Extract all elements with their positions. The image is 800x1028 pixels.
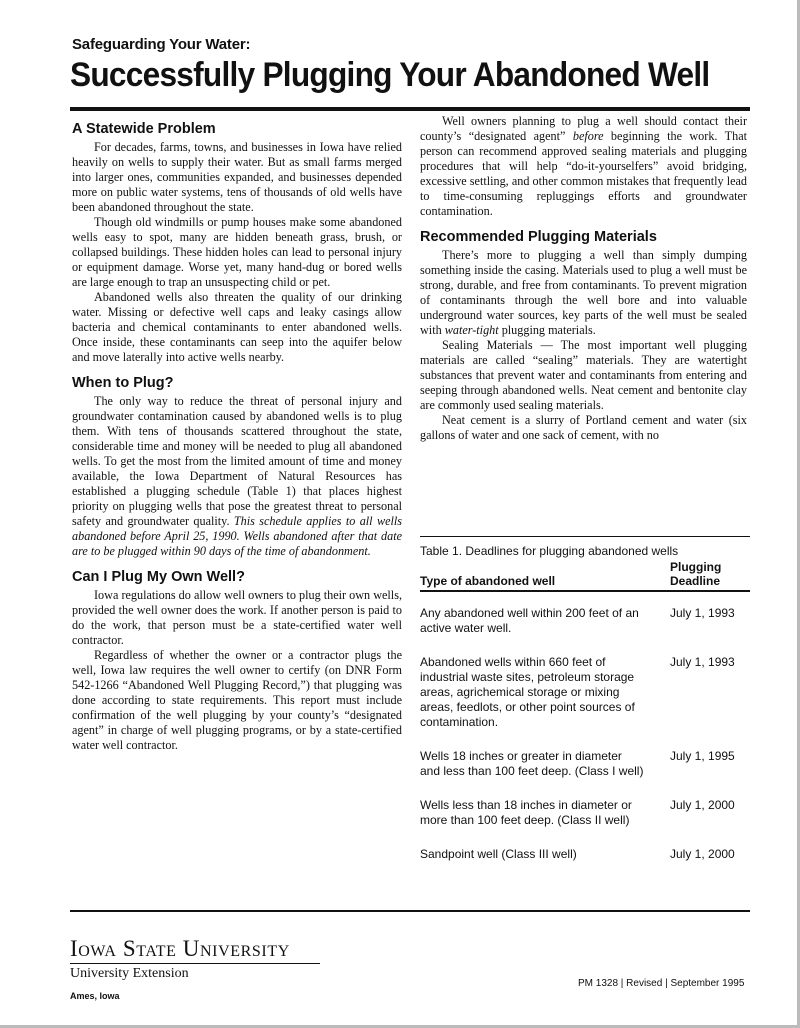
- paragraph: [72, 394, 402, 559]
- deadline: July 1, 1995: [670, 749, 735, 763]
- deadlines-table: [420, 536, 750, 862]
- paragraph: For decades, farms, towns, and businesses in Iowa have relied heavily on wells to supply their water. But as small farms merged into larger ones, communities expanded, and businesses depended more on public water systems, tens of thousands of old wells have been abandoned throughout the state.: [72, 140, 402, 214]
- deadline: July 1, 2000: [670, 798, 735, 812]
- table-row: [420, 798, 750, 828]
- paragraph: [420, 248, 747, 338]
- well-type: Sandpoint well (Class III well): [420, 847, 577, 861]
- table-row: [420, 655, 750, 730]
- schedule-note: This schedule applies to all wells abandoned before April 25, 1990. Wells abandoned after that date are to be plugged within 90 days of the time of abandonment.: [72, 514, 402, 558]
- title-rule: [70, 107, 750, 111]
- paragraph-text: Well owners planning to plug a well should contact their county’s “designated agent”: [420, 114, 747, 143]
- table-row: [420, 749, 750, 779]
- location-label: Ames, Iowa: [70, 991, 120, 1001]
- extension-label: University Extension: [70, 966, 189, 981]
- deadline: July 1, 1993: [670, 655, 735, 669]
- publication-info: PM 1328 | Revised | September 1995: [578, 978, 745, 989]
- page-title: Successfully Plugging Your Abandoned Well: [70, 56, 710, 94]
- table-top-rule: [420, 536, 750, 537]
- university-logo: Iowa State University: [70, 936, 290, 961]
- left-column: [72, 120, 402, 753]
- heading-statewide-problem: A Statewide Problem: [72, 121, 216, 137]
- logo-rule: [70, 963, 320, 964]
- column-header-type: Type of abandoned well: [420, 574, 556, 588]
- kicker: Safeguarding Your Water:: [72, 36, 251, 53]
- right-column: [420, 114, 747, 443]
- paragraph-text: The only way to reduce the threat of personal injury and groundwater contamination caused by abandoned wells is to plug them. With tens of thousands scattered throughout the state, considerable time and money will be needed to plug all abandoned wells. To get the most from the limited amount of time and money available, the Iowa Department of Natural Resources has established a plugging schedule (Table 1) that places highest priority on plugging wells that pose the greatest threat to personal safety and groundwater quality.: [72, 394, 402, 528]
- table-header: [420, 560, 750, 588]
- paragraph-text: plugging materials.: [498, 323, 596, 337]
- well-type: Wells 18 inches or greater in diameter and less than 100 feet deep. (Class I well): [420, 749, 644, 778]
- paragraph: Iowa regulations do allow well owners to plug their own wells, provided the well owner does the work. If another person is paid to do the work, that person must be a state-certified water well contractor.: [72, 588, 402, 647]
- table-row: [420, 606, 750, 636]
- paragraph: Sealing Materials — The most important well plugging materials are called “sealing” materials. They are watertight substances that prevent water and contaminants from entering and seeping through abandoned wells. Neat cement and bentonite clay are commonly used sealing materials.: [420, 338, 747, 412]
- table-row: [420, 847, 750, 862]
- deadline: July 1, 2000: [670, 847, 735, 861]
- paragraph: Regardless of whether the owner or a contractor plugs the well, Iowa law requires the well owner to certify (on DNR Form 542-1266 “Abandoned Well Plugging Record,”) that plugging was done according to state requirements. This report must include confirmation of the well plugging by your county’s “designated agent” in charge of well plugging programs, or by a state-certified water well contractor.: [72, 648, 402, 752]
- well-type: Any abandoned well within 200 feet of an active water well.: [420, 606, 639, 635]
- paragraph: Neat cement is a slurry of Portland cement and water (six gallons of water and one sack of cement, with no: [420, 413, 747, 442]
- paragraph: [420, 114, 747, 219]
- table-header-rule: [420, 590, 750, 592]
- well-type: Abandoned wells within 660 feet of industrial waste sites, petroleum storage areas, agrichemical storage or mixing areas, feedlots, or other point sources of contamination.: [420, 655, 635, 729]
- emphasis: before: [572, 129, 604, 143]
- paragraph: Though old windmills or pump houses make some abandoned wells easy to spot, many are hidden beneath grass, brush, or collapsed buildings. These hidden holes can lead to personal injury or equipment damage. Worse yet, many hand-dug or bored wells are large enough to trap an unsuspecting child or pet.: [72, 215, 402, 289]
- emphasis: water-tight: [444, 323, 499, 337]
- column-header-deadline: Plugging Deadline: [670, 560, 722, 588]
- paragraph: Abandoned wells also threaten the quality of our drinking water. Missing or defective well caps and leaky casings allow bacteria and chemical contaminants to enter abandoned wells. Once inside, these contaminants can seep into the aquifer below and move laterally into active wells nearby.: [72, 290, 402, 364]
- footer-rule: [70, 910, 750, 912]
- heading-when-to-plug: When to Plug?: [72, 375, 174, 391]
- paragraph-text: beginning the work. That person can recommend approved sealing materials and plugging procedures that will help “do-it-yourselfers” avoid bridging, excessive settling, and other common mistakes that frequently lead to time-consuming repluggings efforts and groundwater contamination.: [420, 129, 747, 218]
- table-caption: Table 1. Deadlines for plugging abandoned wells: [420, 544, 679, 558]
- well-type: Wells less than 18 inches in diameter or more than 100 feet deep. (Class II well): [420, 798, 632, 827]
- deadline: July 1, 1993: [670, 606, 735, 620]
- heading-plug-own-well: Can I Plug My Own Well?: [72, 569, 245, 585]
- paragraph-text: There’s more to plugging a well than simply dumping something inside the casing. Materials used to plug a well must be strong, durable, and free from contaminants. To prevent migration of contaminants through the well bore and into valuable underground water sources, key parts of the well must be sealed with: [420, 248, 747, 337]
- heading-plugging-materials: Recommended Plugging Materials: [420, 229, 657, 245]
